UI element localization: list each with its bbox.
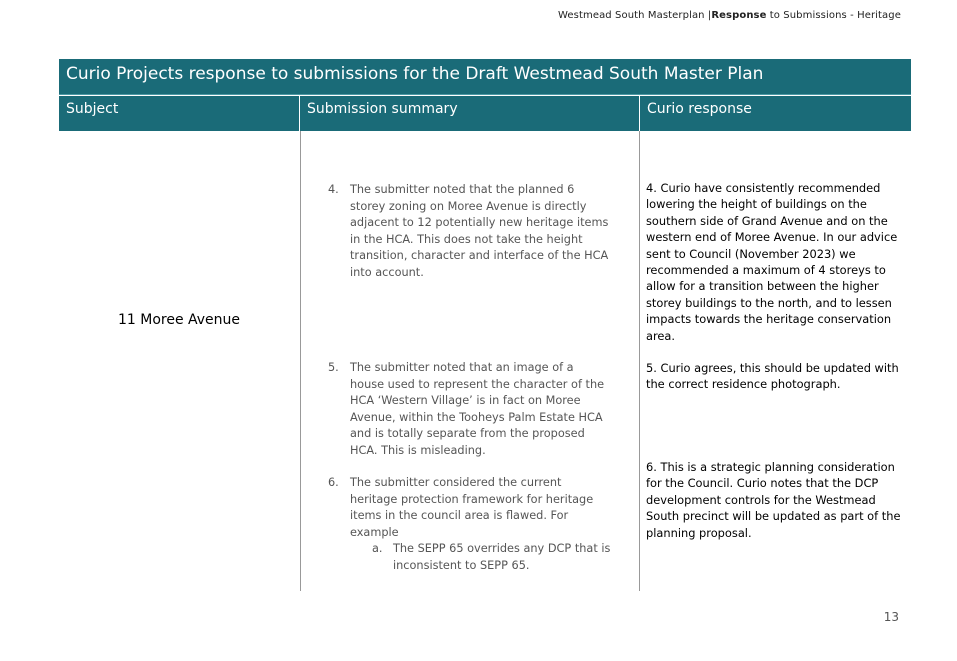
- column-divider: [300, 131, 301, 591]
- header-prefix: Westmead South Masterplan |: [558, 10, 712, 21]
- running-header: [558, 10, 901, 21]
- response-item: 4. Curio have consistently recommended lowering the height of buildings on the southern side of Grand Avenue and on the western end of Moree Avenue. In our advice sent to Council (November 2023) we recommended a maximum of 4 storeys to allow for a transition between the higher storey buildings to the north, and to lessen impacts towards the heritage conservation area.: [646, 181, 898, 343]
- summary-item-number: 6.: [328, 476, 339, 489]
- subject-cell: 11 Moree Avenue: [117, 312, 241, 328]
- summary-item-number: 4.: [328, 183, 339, 196]
- summary-item: [328, 475, 610, 541]
- column-header-subject: Subject: [59, 96, 299, 131]
- summary-item: [328, 360, 610, 459]
- table-title: Curio Projects response to submissions for the Draft Westmead South Master Plan: [59, 59, 911, 95]
- response-item: 5. Curio agrees, this should be updated with the correct residence photograph.: [646, 361, 899, 392]
- summary-item-text: The submitter noted that an image of a house used to represent the character of the HCA ‘Western Village’ is in fact on Moree Avenue, within the Tooheys Palm Estate HCA and is totally separate from the proposed HCA. This is misleading.: [350, 361, 605, 457]
- column-header-submission-summary: Submission summary: [300, 96, 639, 131]
- header-suffix: to Submissions - Heritage: [766, 10, 901, 21]
- summary-item-number: 5.: [328, 361, 339, 374]
- column-header-curio-response: Curio response: [640, 96, 911, 131]
- summary-item: [328, 182, 610, 281]
- page-number: 13: [883, 610, 899, 624]
- summary-item-text: The submitter considered the current heritage protection framework for heritage items in the council area is flawed. For example: [350, 476, 594, 539]
- summary-sub-item: [372, 541, 617, 574]
- header-bold: Response: [711, 10, 767, 21]
- summary-item-text: The submitter noted that the planned 6 storey zoning on Moree Avenue is directly adjacent to 12 potentially new heritage items in the HCA. This does not take the height transition, character and interface of the HCA into account.: [350, 183, 609, 279]
- response-item: 6. This is a strategic planning consideration for the Council. Curio notes that the DCP development controls for the Westmead South precinct will be updated as part of the planning proposal.: [646, 460, 901, 540]
- sub-item-letter: a.: [372, 542, 383, 555]
- column-divider: [639, 131, 640, 591]
- sub-item-text: The SEPP 65 overrides any DCP that is inconsistent to SEPP 65.: [393, 542, 611, 572]
